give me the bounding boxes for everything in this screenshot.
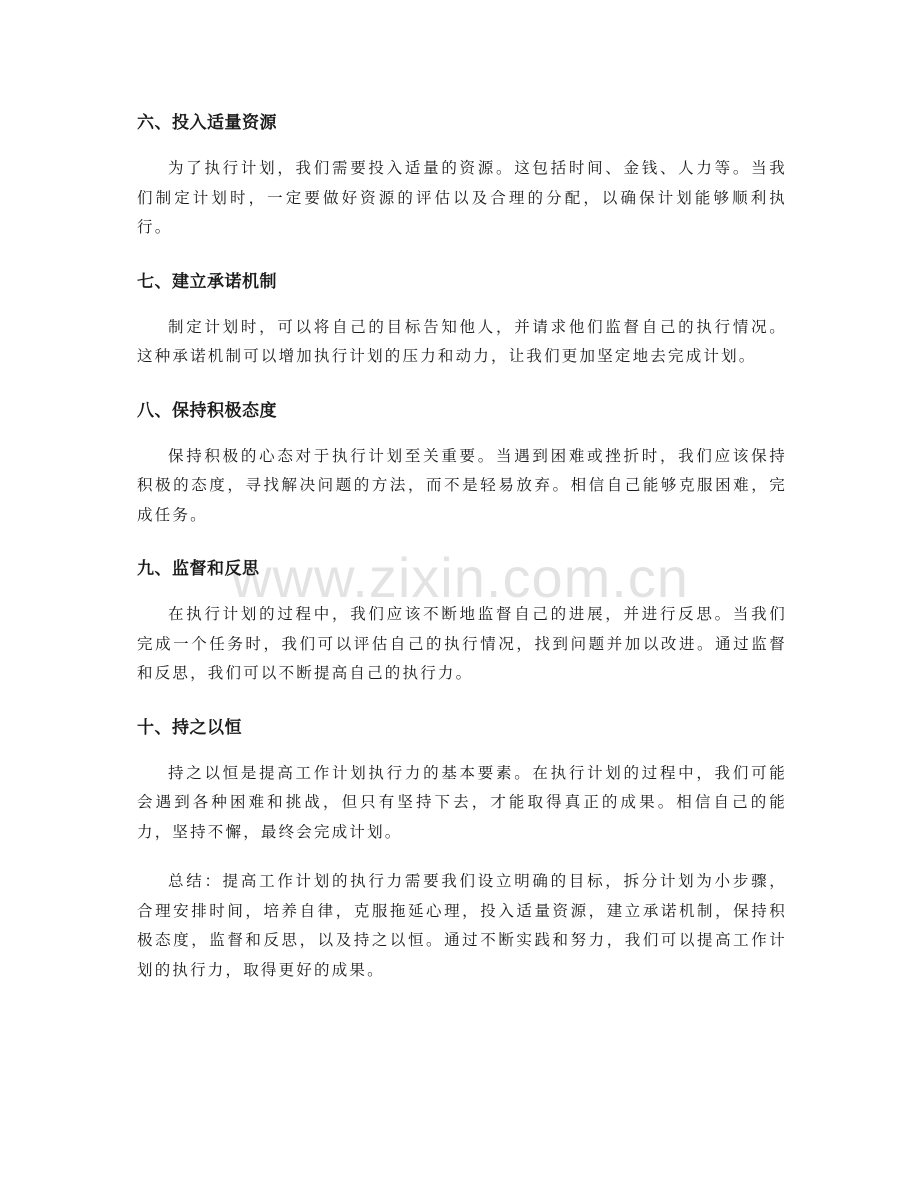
section-commitment (137, 263, 787, 372)
section-heading: 八、保持积极态度 (137, 400, 277, 421)
section-paragraph: 制定计划时，可以将自己的目标告知他人，并请求他们监督自己的执行情况。这种承诺机制可以增加执行计划的压力和动力，让我们更加坚定地去完成计划。 (137, 317, 787, 365)
watermark-text: www.zixin.com.cn (231, 546, 689, 609)
section-persistence (137, 709, 787, 848)
section-paragraph: 为了执行计划，我们需要投入适量的资源。这包括时间、金钱、人力等。当我们制定计划时，一定要做好资源的评估以及合理的分配，以确保计划能够顺利执行。 (137, 159, 787, 236)
section-attitude (137, 392, 787, 531)
document-body (137, 104, 787, 1007)
section-resources (137, 104, 787, 243)
section-heading: 九、监督和反思 (137, 559, 260, 579)
summary-paragraph: 总结：提高工作计划的执行力需要我们设立明确的目标，拆分计划为小步骤，合理安排时间，培养自律，克服拖延心理，投入适量资源，建立承诺机制，保持积极态度，监督和反思，以及持之以恒。通过不断实践和努力，我们可以提高工作计划的执行力，取得更好的成果。 (137, 872, 787, 979)
section-paragraph: 保持积极的心态对于执行计划至关重要。当遇到困难或挫折时，我们应该保持积极的态度，寻找解决问题的方法，而不是轻易放弃。相信自己能够克服困难，完成任务。 (137, 446, 787, 524)
section-paragraph: 持之以恒是提高工作计划执行力的基本要素。在执行计划的过程中，我们可能会遇到各种困难和挑战，但只有坚持下去，才能取得真正的成果。相信自己的能力，坚持不懈，最终会完成计划。 (137, 763, 787, 841)
section-paragraph: 在执行计划的过程中，我们应该不断地监督自己的进展，并进行反思。当我们完成一个任务时，我们可以评估自己的执行情况，找到问题并加以改进。通过监督和反思，我们可以不断提高自己的执行力。 (137, 605, 787, 682)
section-heading: 七、建立承诺机制 (137, 271, 277, 292)
section-heading: 六、投入适量资源 (137, 113, 277, 133)
section-heading: 十、持之以恒 (137, 717, 242, 738)
section-supervision (137, 550, 787, 689)
